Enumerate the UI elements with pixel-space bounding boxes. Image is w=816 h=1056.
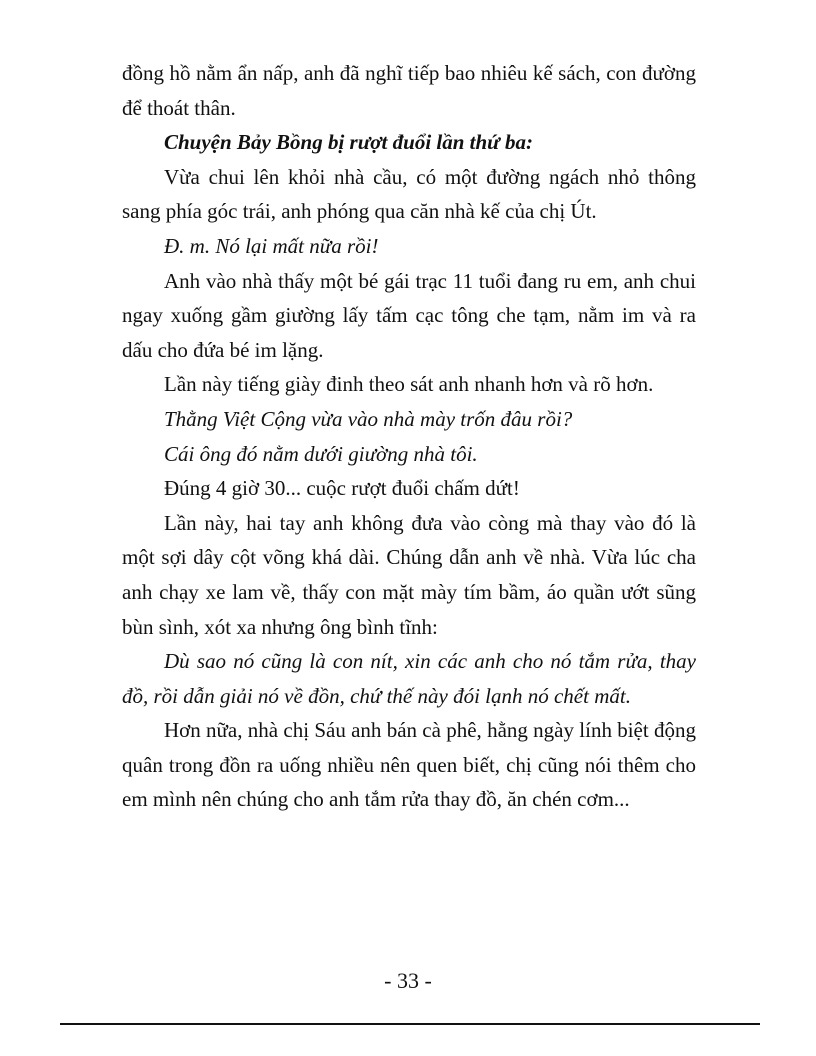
paragraph: Lần này tiếng giày đinh theo sát anh nhanh hơn và rõ hơn. xyxy=(164,372,654,397)
paragraph: Lần này, hai tay anh không đưa vào còng mà thay vào đó là một sợi dây cột võng khá dài. Chúng dẫn anh về nhà. Vừa lúc cha anh chạy xe lam về, thấy con mặt mày tím bầm, áo quần ướt sũng bùn sình, xót xa nhưng ông bình tĩnh: xyxy=(122,510,696,639)
dialogue-line: Dù sao nó cũng là con nít, xin các anh cho nó tắm rửa, thay đồ, rồi dẫn giải nó về đồn, chứ thế này đói lạnh nó chết mất. xyxy=(122,649,696,708)
page-number: - 33 - xyxy=(384,968,432,993)
paragraph-continuation: đồng hồ nằm ẩn nấp, anh đã nghĩ tiếp bao nhiêu kế sách, con đường để thoát thân. xyxy=(122,61,696,120)
bottom-rule xyxy=(60,1023,760,1025)
paragraph: Hơn nữa, nhà chị Sáu anh bán cà phê, hằng ngày lính biệt động quân trong đồn ra uống nhiều nên quen biết, chị cũng nói thêm cho em mình nên chúng cho anh tắm rửa thay đồ, ăn chén cơm... xyxy=(122,718,696,812)
dialogue-line: Đ. m. Nó lại mất nữa rồi! xyxy=(164,233,379,258)
paragraph: Anh vào nhà thấy một bé gái trạc 11 tuổi đang ru em, anh chui ngay xuống gầm giường lấy tấm cạc tông che tạm, nằm im và ra dấu cho đứa bé im lặng. xyxy=(122,268,696,362)
body-text xyxy=(122,56,696,817)
dialogue-line: Thằng Việt Cộng vừa vào nhà mày trốn đâu rồi? xyxy=(164,406,573,431)
paragraph: Đúng 4 giờ 30... cuộc rượt đuổi chấm dứt! xyxy=(164,476,520,501)
section-heading: Chuyện Bảy Bồng bị rượt đuổi lần thứ ba: xyxy=(164,130,534,155)
paragraph: Vừa chui lên khỏi nhà cầu, có một đường ngách nhỏ thông sang phía góc trái, anh phóng qua căn nhà kế của chị Út. xyxy=(122,164,696,224)
dialogue-line: Cái ông đó nằm dưới giường nhà tôi. xyxy=(164,441,478,466)
